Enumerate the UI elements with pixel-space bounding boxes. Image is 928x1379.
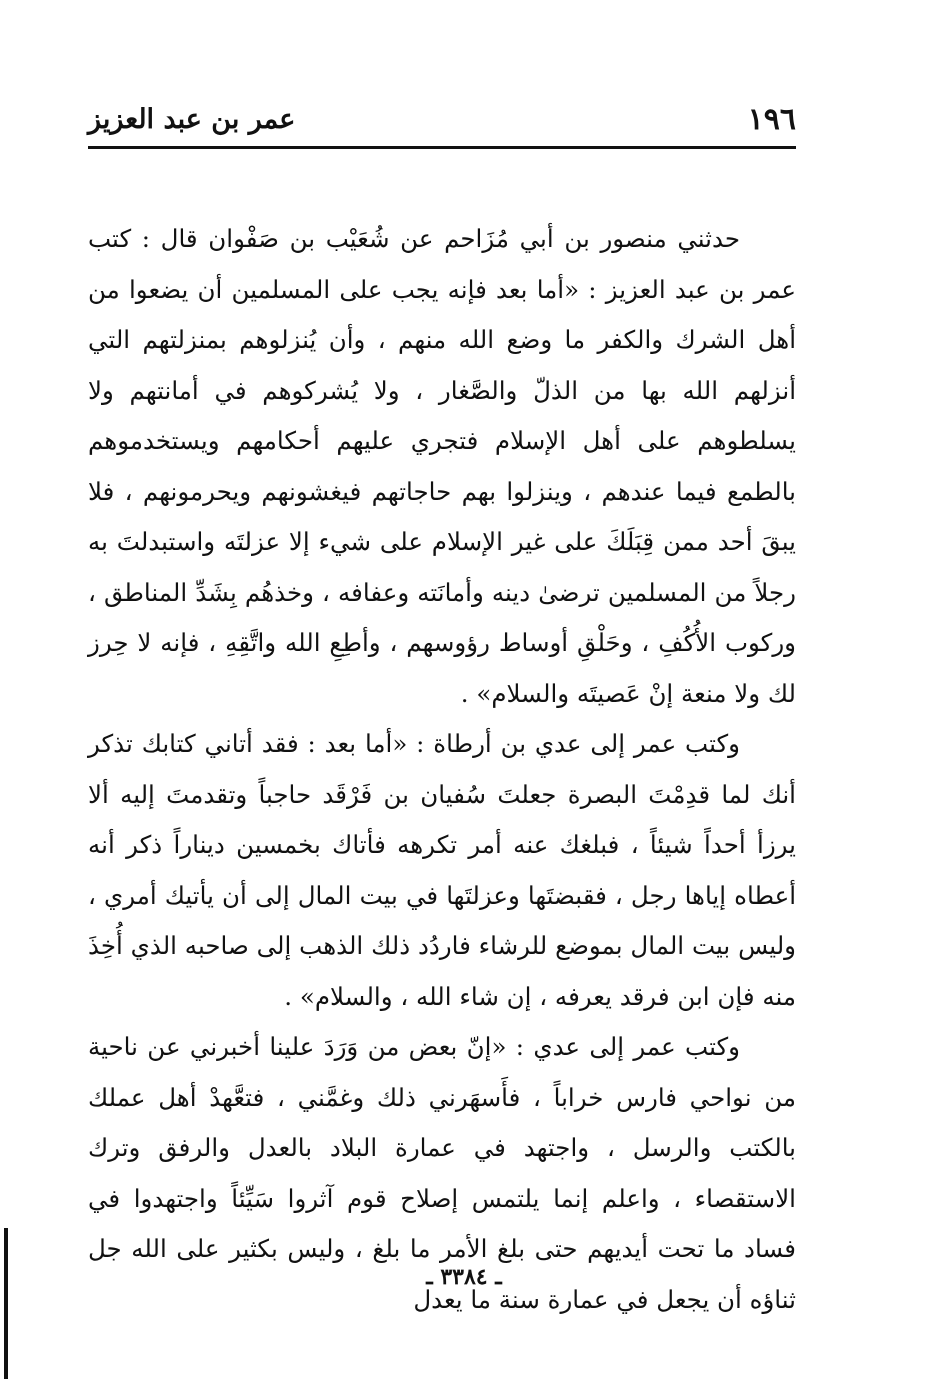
binding-edge-mark bbox=[4, 1228, 8, 1379]
body-text bbox=[88, 214, 796, 1325]
paragraph-1: حدثني منصور بن أبي مُزَاحم عن شُعَيْب بن صَفْوان قال : كتب عمر بن عبد العزيز : «أما بعد فإنه يجب على المسلمين أن يضعوا من أهل الشرك والكفر ما وضع الله منهم ، وأن يُنزلوهم بمنزلتهم التي أنزلهم الله بها من الذلّ والصَّغار ، ولا يُشركوهم في أمانتهم ولا يسلطوهم على أهل الإسلام فتجري عليهم أحكامهم ويستخدموهم بالطمع فيما عندهم ، وينزلوا بهم حاجاتهم فيغشونهم ويحرمونهم ، فلا يبقَ أحد ممن قِبَلَكَ على غير الإسلام على شيء إلا عزلتَه واستبدلتَ به رجلاً من المسلمين ترضىٰ دينه وأمانَته وعفافه ، وخذهُم بِشَدِّ المناطق ، وركوب الأُكُفِ ، وحَلْقِ أوساط رؤوسهم ، وأطِعِ الله واتَّقِهِ ، فإنه لا حِرز لك ولا منعة إنْ عَصيتَه والسلام» . bbox=[88, 224, 796, 708]
header-page-number: ١٩٦ bbox=[747, 102, 796, 137]
header-rule bbox=[88, 146, 796, 149]
paragraph-3: وكتب عمر إلى عدي : «إنّ بعض من وَرَدَ علينا أخبرني عن ناحية من نواحي فارس خراباً ، فأَسهَرني ذلك وغمَّني ، فتعَّهدْ أهل عملك بالكتب والرسل ، واجتهد في عمارة البلاد بالعدل والرفق وترك الاستقصاء ، واعلم إنما يلتمس إصلاح قوم آثروا سَيِّئاً واجتهدوا في فساد ما تحت أيديهم حتى بلغ الأمر ما بلغ ، وليس بكثير على الله جل ثناؤه أن يجعل في عمارة سنة ما يعدل bbox=[88, 1032, 796, 1314]
header-title: عمر بن عبد العزيز bbox=[88, 104, 296, 135]
footer-folio: ـ ٣٣٨٤ ـ bbox=[426, 1264, 502, 1290]
paragraph-2: وكتب عمر إلى عدي بن أرطاة : «أما بعد : فقد أتاني كتابك تذكر أنك لما قدِمْتَ البصرة جعلتَ سُفيان بن فَرْقَد حاجباً وتقدمتَ إليه ألا يرزأ أحداً شيئاً ، فبلغك عنه أمر تكرهه فأتاك بخمسين ديناراً ذكر أنه أعطاه إياها رجل ، فقبضتَها وعزلتَها في بيت المال إلى أن يأتيك أمري ، وليس بيت المال بموضع للرشاء فاردُد ذلك الذهب إلى صاحبه الذي أُخِذَ منه فإن ابن فرقد يعرفه ، إن شاء الله ، والسلام» . bbox=[88, 729, 796, 1011]
running-header bbox=[88, 96, 796, 148]
